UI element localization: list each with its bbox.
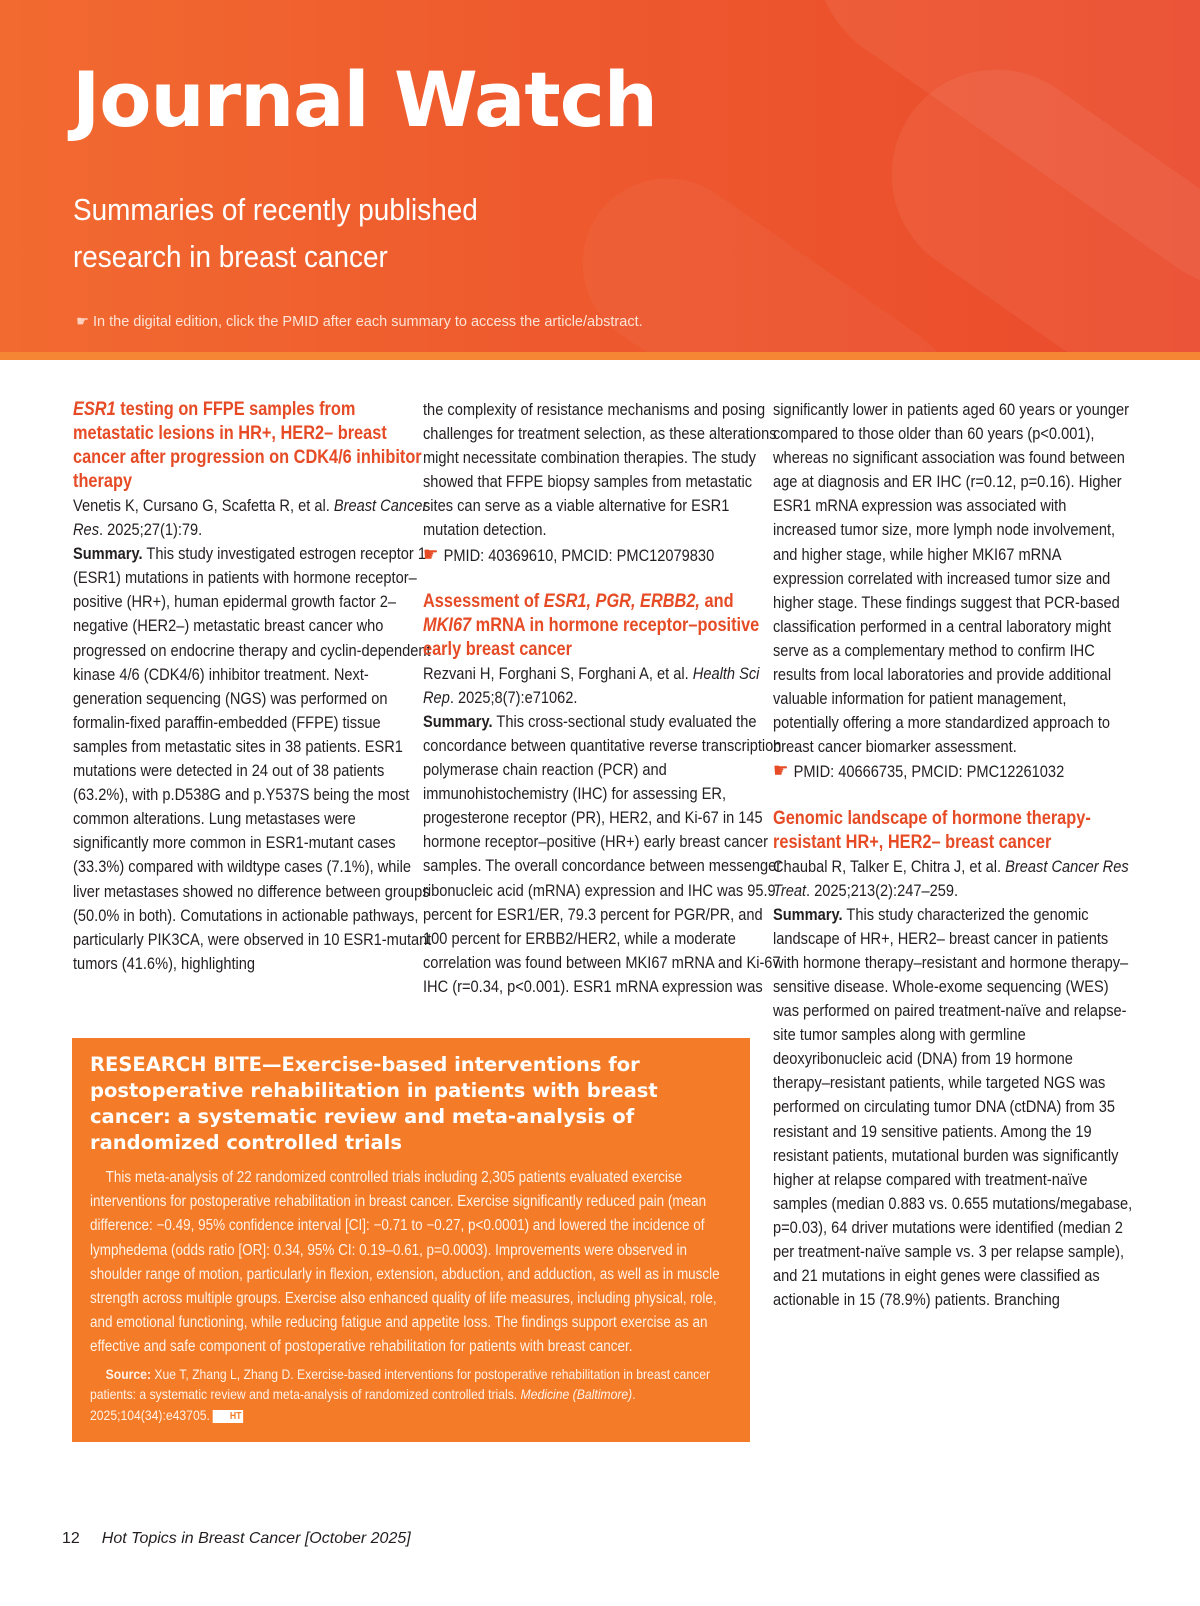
research-bite-body: This meta-analysis of 22 randomized controlled trials including 2,305 patients evaluated exercise interventions for postoperative rehabilitation in breast cancer. Exercise significantly reduced pain (mean difference: −0.49, 95% confidence interval [CI]: −0.71 to −0.27, p<0.0001) and lowered the incidence of lymphedema (odds ratio [OR]: 0.34, 95% CI: 0.19–0.61, p=0.0003). Improvements were observed in shoulder range of motion, particularly in flexion, extension, abduction, and adduction, as well as in muscle strength across multiple groups. Exercise also enhanced quality of life measures, including physical, role, and emotional functioning, while reducing fatigue and appetite loss. The findings support exercise as an effective and safe component of postoperative rehabilitation for patients with breast cancer. xyxy=(90,1169,720,1356)
article-2-summary-continued: significantly lower in patients aged 60 years or younger compared to those older than 60 years (p<0.001), whereas no significant association was found between age at diagnosis and ER IHC (r=0.12, p=0.16). Higher ESR1 mRNA expression was associated with increased tumor size, more lymph node involvement, and higher stage, while higher MKI67 mRNA expression correlated with increased tumor size and higher stage. These findings suggest that PCR-based classification performed in a central laboratory might serve as a complementary method to confirm IHC results from local laboratories and provide additional valuable information for patient management, potentially offering a more standardized approach to breast cancer biomarker assessment. xyxy=(773,400,1129,757)
research-bite-box xyxy=(72,1038,750,1442)
pointing-hand-icon: ☛ xyxy=(773,760,789,783)
digital-edition-note-text: In the digital edition, click the PMID after each summary to access the article/abstract. xyxy=(93,314,643,330)
header-banner xyxy=(0,0,1200,360)
article-2-title: Assessment of ESR1, PGR, ERBB2, and MKI67 mRNA in hormone receptor–positive early breast cancer xyxy=(423,590,760,660)
article-2-citation: Rezvani H, Forghani S, Forghani A, et al. Health Sci Rep. 2025;8(7):e71062. xyxy=(423,663,760,707)
pointing-hand-icon: ☛ xyxy=(76,314,89,330)
research-bite-source: Source: Xue T, Zhang L, Zhang D. Exercise-based interventions for postoperative rehabilitation in breast cancer patients: a systematic review and meta-analysis of randomized controlled trials. Medicine (Baltimore). 2025;104(34):e43705. HT xyxy=(90,1365,711,1423)
column-1 xyxy=(73,398,433,976)
article-1-summary-continued: the complexity of resistance mechanisms and posing challenges for treatment selection, as these alterations might necessitate combination therapies. The study showed that FFPE biopsy samples from metastatic sites can serve as a viable alternative for ESR1 mutation detection. xyxy=(423,400,777,540)
article-1-summary: Summary. This study investigated estrogen receptor 1 (ESR1) mutations in patients with hormone receptor–positive (HR+), human epidermal growth factor 2–negative (HER2–) metastatic breast cancer who progressed on endocrine therapy and cyclin-dependent kinase 4/6 (CDK4/6) inhibitor treatment. Next-generation sequencing (NGS) was performed on formalin-fixed paraffin-embedded (FFPE) tissue samples from metastatic sites in 38 patients. ESR1 mutations were detected in 24 out of 38 patients (63.2%), with p.D538G and p.Y537S being the most common alterations. Lung metastases were significantly more common in ESR1-mutant cases (33.3%) compared with wildtype cases (7.1%), while liver metastases showed no difference between groups (50.0% in both). Comutations in actionable pathways, particularly PIK3CA, were observed in 10 ESR1-mutant tumors (41.6%), highlighting xyxy=(73,544,432,973)
column-2 xyxy=(423,398,783,999)
footer-journal-name: Hot Topics in Breast Cancer [October 2025] xyxy=(101,1530,411,1547)
article-2-pmid-link[interactable]: ☛ PMID: 40666735, PMCID: PMC12261032 xyxy=(773,760,1065,783)
article-1-citation: Venetis K, Cursano G, Scafetta R, et al. Breast Cancer Res. 2025;27(1):79. xyxy=(73,496,428,540)
pointing-hand-icon: ☛ xyxy=(423,543,439,566)
article-1-pmid-link[interactable]: ☛ PMID: 40369610, PMCID: PMC12079830 xyxy=(423,543,715,566)
page-title: Journal Watch xyxy=(72,55,657,144)
article-3-citation: Chaubal R, Talker E, Chitra J, et al. Breast Cancer Res Treat. 2025;213(2):247–259. xyxy=(773,856,1129,900)
article-3-summary: Summary. This study characterized the genomic landscape of HR+, HER2– breast cancer in patients with hormone therapy–resistant and hormone therapy–sensitive disease. Whole-exome sequencing (WES) was performed on paired treatment-naïve and relapse-site tumor samples along with germline deoxyribonucleic acid (DNA) from 19 hormone therapy–resistant patients, while targeted NGS was performed on circulating tumor DNA (ctDNA) from 35 resistant and 19 sensitive patients. Among the 19 resistant patients, mutational burden was significantly higher at relapse compared with treatment-naïve samples (median 0.883 vs. 0.655 mutations/megabase, p=0.03), 64 driver mutations were identified (median 2 per treatment-naïve sample vs. 3 per relapse sample), and 21 mutations in eight genes were classified as actionable in 15 (78.9%) patients. Branching xyxy=(773,904,1133,1310)
page-subtitle: Summaries of recently published research in breast cancer xyxy=(73,192,478,274)
article-2-summary: Summary. This cross-sectional study evaluated the concordance between quantitative reverse transcription polymerase chain reaction (PCR) and immunohistochemistry (IHC) for assessing ER, progesterone receptor (PR), HER2, and Ki-67 in 145 hormone receptor–positive (HR+) early breast cancer samples. The overall concordance between messenger ribonucleic acid (mRNA) expression and IHC was 95.9 percent for ESR1/ER, 79.3 percent for PGR/PR, and 100 percent for ERBB2/HER2, while a moderate correlation was found between MKI67 mRNA and Ki-67 IHC (r=0.34, p<0.001). ESR1 mRNA expression was xyxy=(423,711,782,996)
ht-logo-badge: HT xyxy=(212,1410,243,1423)
page-number: 12 xyxy=(62,1530,80,1547)
article-3-title: Genomic landscape of hormone therapy-resistant HR+, HER2– breast cancer xyxy=(773,807,1091,853)
research-bite-title: RESEARCH BITE—Exercise-based interventions for postoperative rehabilitation in patients with breast cancer: a systematic review and meta-analysis of randomized controlled trials xyxy=(90,1053,658,1154)
column-3 xyxy=(773,398,1133,1312)
article-1-title: ESR1 testing on FFPE samples from metastatic lesions in HR+, HER2– breast cancer after progression on CDK4/6 inhibitor therapy xyxy=(73,399,422,492)
banner-divider xyxy=(0,352,1200,360)
digital-edition-note xyxy=(76,314,643,330)
page-footer xyxy=(62,1530,411,1548)
